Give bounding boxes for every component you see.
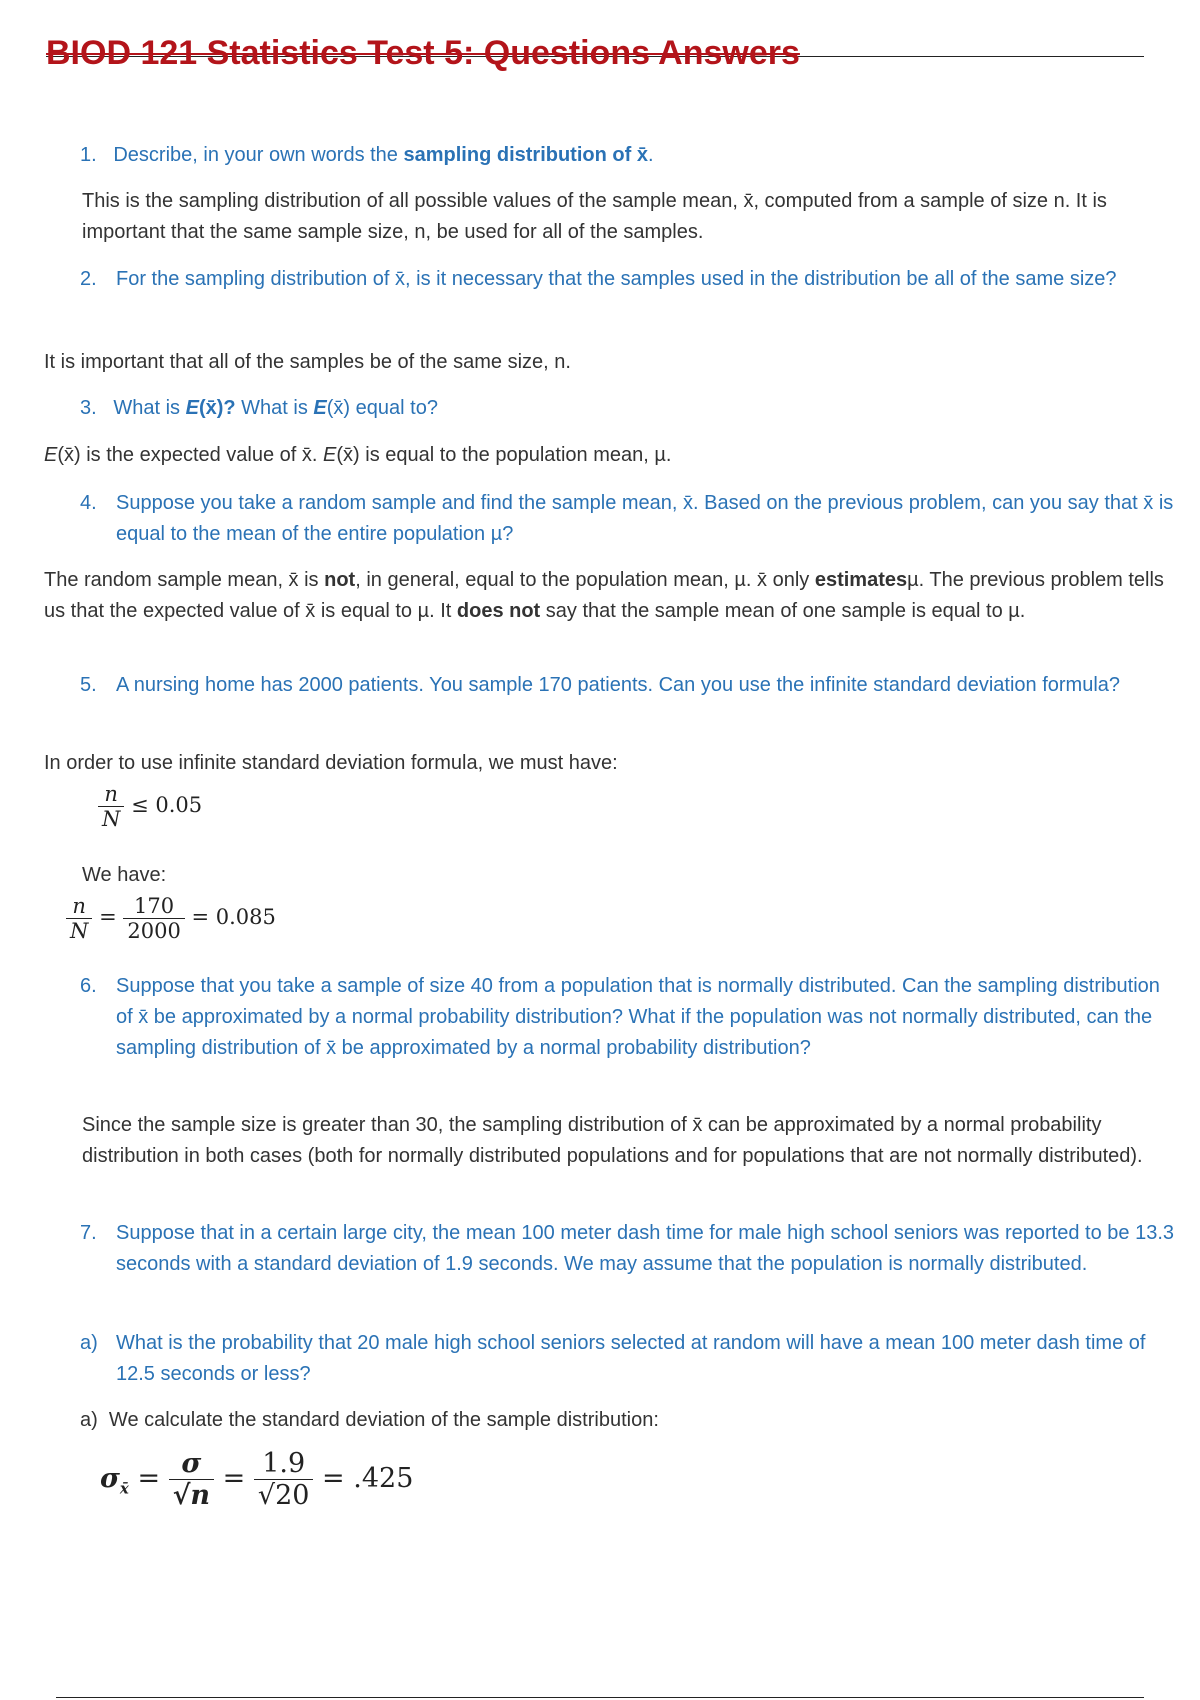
condition-formula: $\frac{n}{N}$ ≤ 0.05 [98, 782, 202, 831]
we-have-label: We have: [82, 864, 167, 886]
ratio-calculation: $\frac{n}{N}$ = $\frac{170}{2000}$ = 0.085 [66, 894, 276, 943]
question-7a: a) What is the probability that 20 male high school seniors selected at random will have a mean 100 meter dash time of 12.5 seconds or less? [80, 1332, 1146, 1385]
answer-1: This is the sampling distribution of all possible values of the sample mean, x̄, computed from a sample of size n. It is important that the same sample size, n, be used for all of the samples. [82, 190, 1107, 243]
answer-4: The random sample mean, x̄ is not, in general, equal to the population mean, µ. x̄ only estimatesµ. The previous problem tells us that the expected value of x̄ is equal to µ. It does not say that the sample mean of one sample is equal to µ. [44, 569, 1164, 622]
answer-6: Since the sample size is greater than 30, the sampling distribution of x̄ can be approximated by a normal probability distribution in both cases (both for normally distributed populations and for populations that are not normally distributed). [82, 1114, 1143, 1167]
question-6: 6. Suppose that you take a sample of size 40 from a population that is normally distributed. Can the sampling distribution of x̄ be approximated by a normal probability distribution? What if the population was not normally distributed, can the sampling distribution of x̄ be approximated by a normal probability distribution? [80, 975, 1160, 1059]
question-2: 2. For the sampling distribution of x̄, is it necessary that the samples used in the distribution be all of the same size? [80, 268, 1117, 290]
question-7: 7. Suppose that in a certain large city, the mean 100 meter dash time for male high school seniors was reported to be 13.3 seconds with a standard deviation of 1.9 seconds. We may assume that the population is normally distributed. [80, 1222, 1174, 1275]
answer-7a: a) We calculate the standard deviation of the sample distribution: [80, 1409, 659, 1431]
answer-5-intro: In order to use infinite standard deviation formula, we must have: [44, 752, 618, 774]
question-3: 3. What is E(x̄)? What is E(x̄) equal to? [80, 397, 438, 419]
question-1: 1. Describe, in your own words the sampling distribution of x̄. [80, 144, 654, 166]
page-title [46, 34, 1144, 74]
title-text: BIOD 121 Statistics Test 5: Questions Answers [46, 34, 800, 72]
question-5: 5. A nursing home has 2000 patients. You sample 170 patients. Can you use the infinite standard deviation formula? [80, 674, 1121, 696]
standard-error-formula: $\sigma_{x̄}$ = $\frac{\sigma}{√n}$ = $\frac{1.9}{√20}$ = .425 [100, 1448, 414, 1511]
answer-2: It is important that all of the samples be of the same size, n. [44, 351, 571, 373]
question-4: 4. Suppose you take a random sample and find the sample mean, x̄. Based on the previous problem, can you say that x̄ is equal to the mean of the entire population µ? [80, 492, 1174, 545]
bottom-rule [56, 1697, 1144, 1698]
answer-3: E(x̄) is the expected value of x̄. E(x̄) is equal to the population mean, µ. [44, 444, 672, 466]
